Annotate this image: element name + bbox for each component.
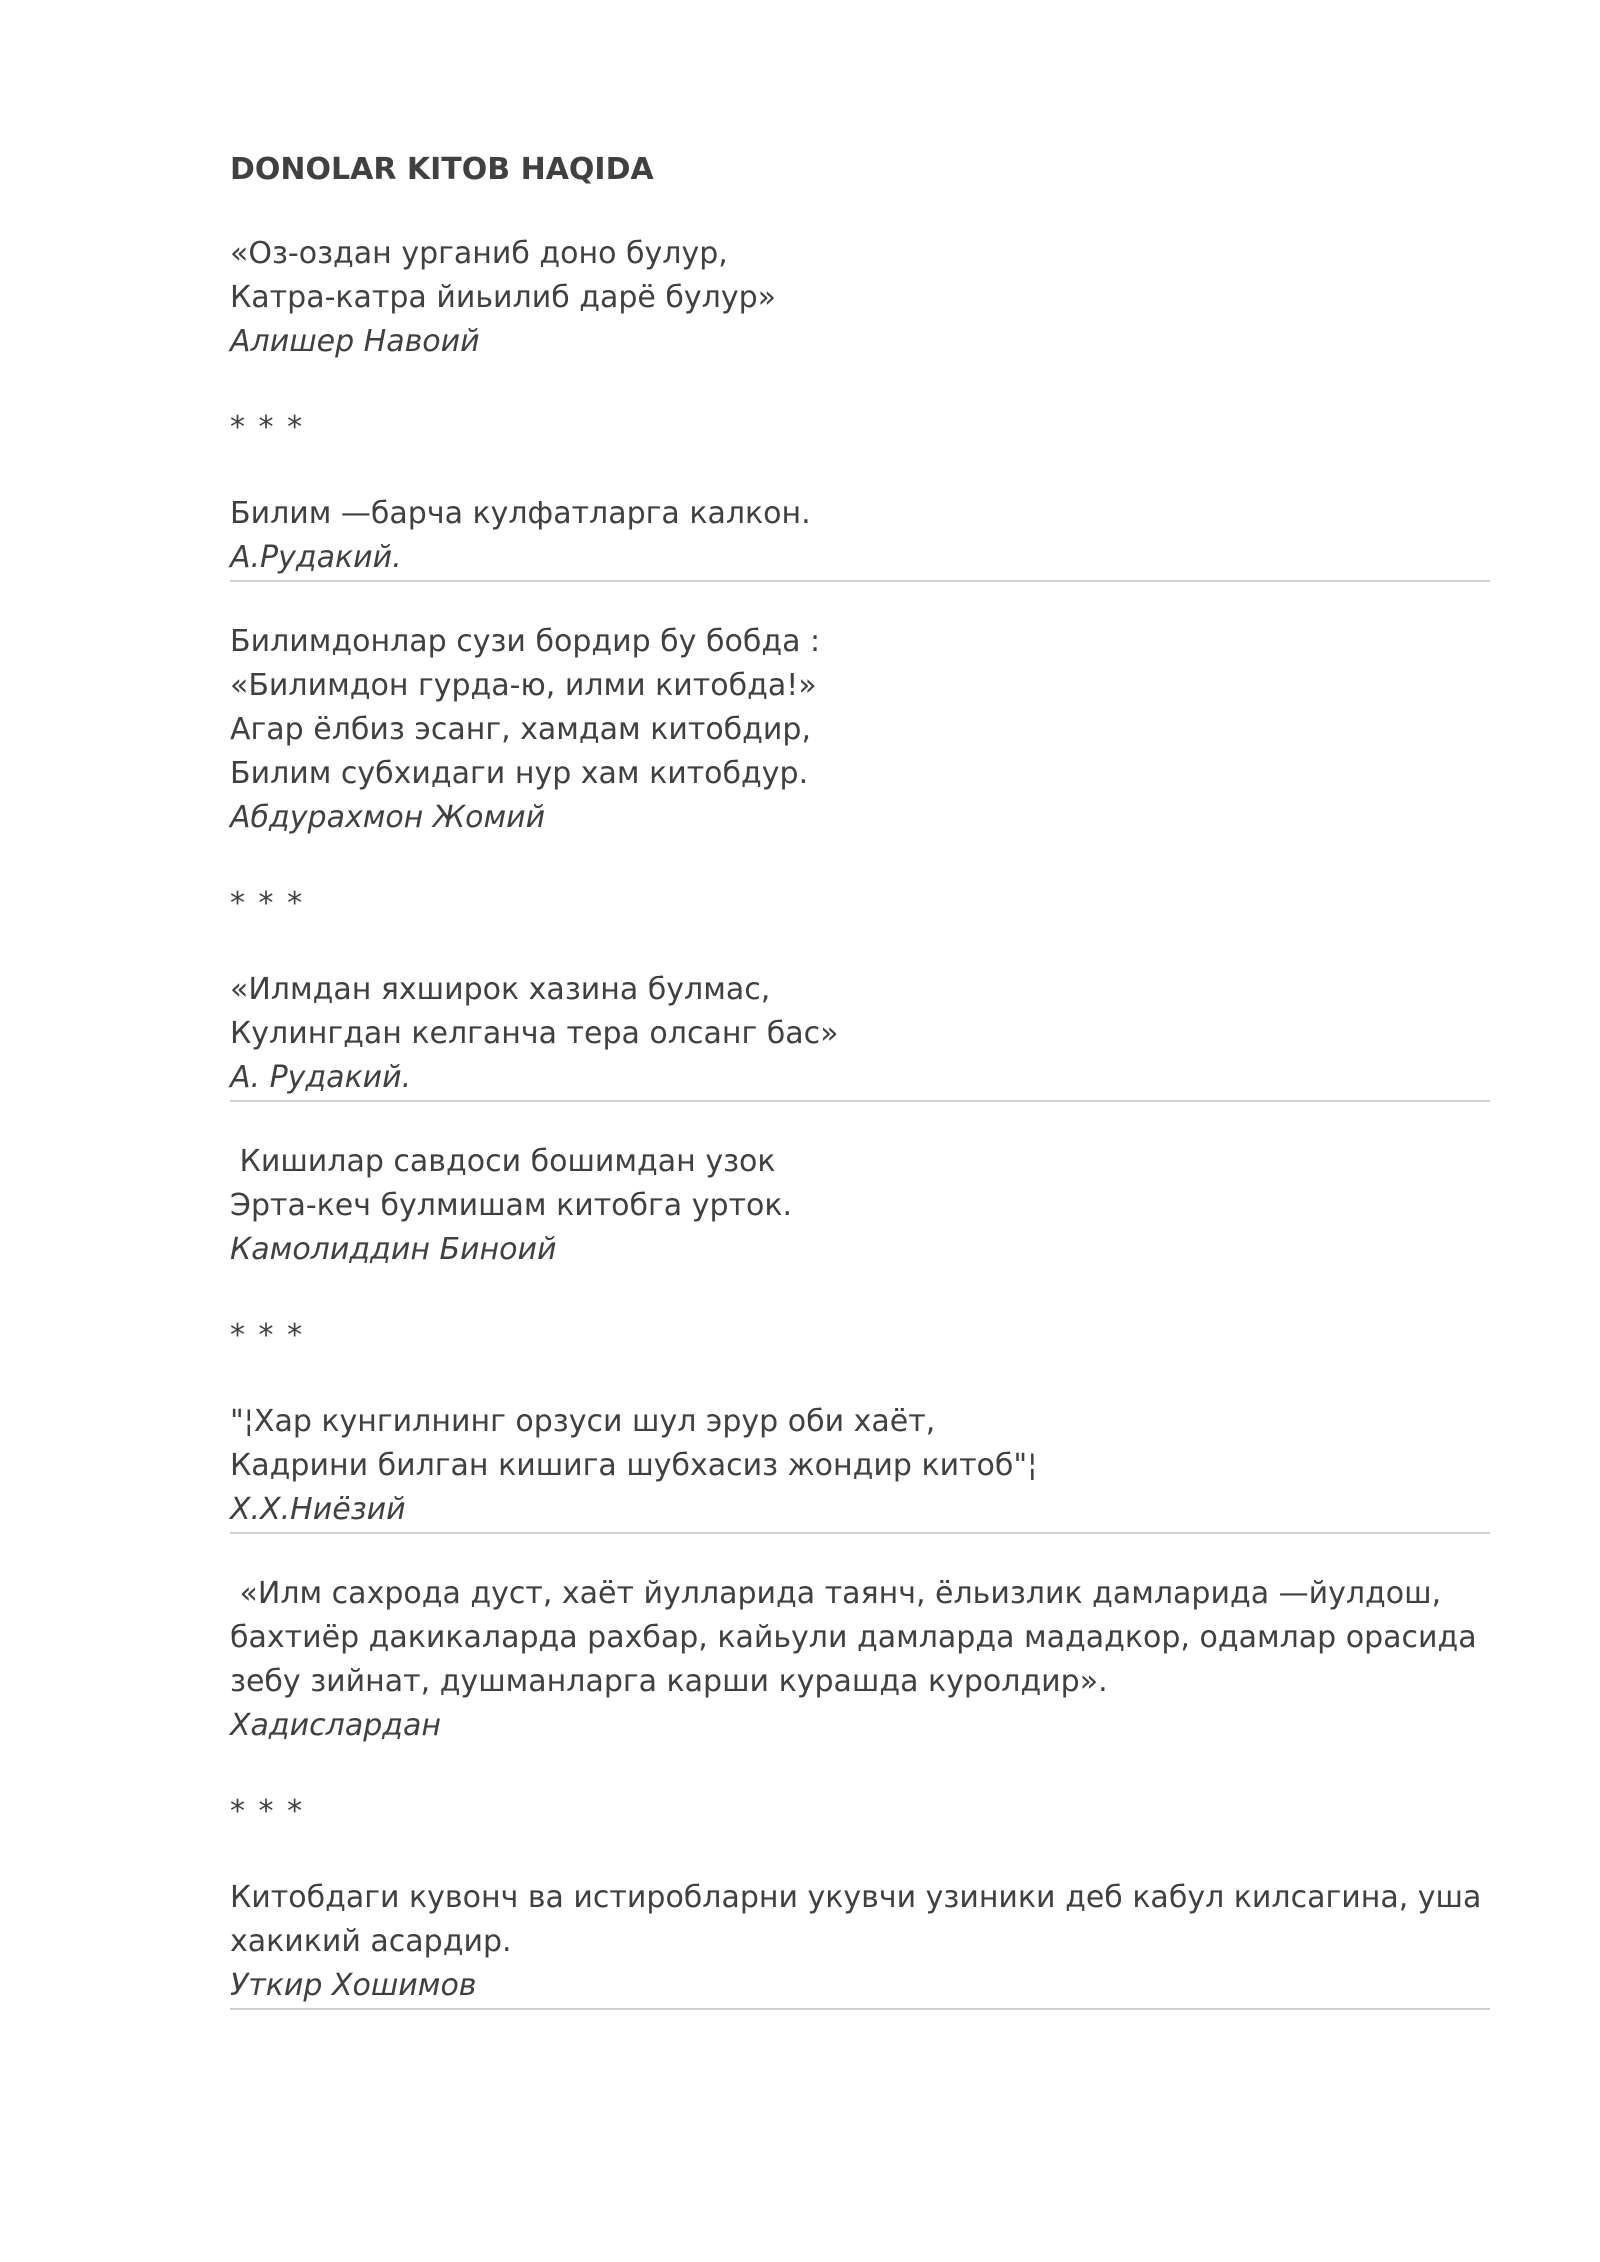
quote-author: Алишер Навоий	[230, 324, 480, 359]
document-page	[230, 148, 1490, 2048]
section-divider	[230, 580, 1490, 582]
quote-line: зебу зийнат, душманларга карши курашда куролдир».	[230, 1664, 1108, 1699]
quote-niyoziy	[230, 1400, 1490, 1532]
quote-hadith	[230, 1572, 1490, 1748]
quote-jomiy	[230, 620, 1490, 840]
quote-line: «Оз-оздан урганиб доно булур,	[230, 236, 728, 271]
section-divider	[230, 2008, 1490, 2010]
quote-author: Х.Х.Ниёзий	[230, 1492, 406, 1527]
quote-line: Кулингдан келганча тера олсанг бас»	[230, 1016, 839, 1051]
quote-line: "¦Хар кунгилнинг орзуси шул эрур оби хаёт,	[230, 1404, 936, 1439]
section-divider	[230, 1100, 1490, 1102]
document-title: DONOLAR KITOB HAQIDA	[230, 152, 654, 187]
quote-line: Кадрини билган кишига шубхасиз жондир китоб"¦	[230, 1448, 1038, 1483]
section-divider	[230, 1532, 1490, 1534]
separator-stars: * * *	[230, 1794, 305, 1829]
quote-line: Билим субхидаги нур хам китобдур.	[230, 756, 809, 791]
quote-navoiy	[230, 232, 1490, 364]
quote-line: Китобдаги кувонч ва истиробларни укувчи узиники деб кабул килсагина, уша	[230, 1880, 1482, 1915]
quote-line: хакикий асардир.	[230, 1924, 512, 1959]
quote-rudakiy-2	[230, 968, 1490, 1100]
quote-author: Уткир Хошимов	[230, 1968, 477, 2003]
quote-line: Эрта-кеч булмишам китобга урток.	[230, 1188, 792, 1223]
quote-line: Катра-катра йиьилиб дарё булур»	[230, 280, 776, 315]
quote-line: «Илмдан яхширок хазина булмас,	[230, 972, 771, 1007]
quote-author: Камолиддин Биноий	[230, 1232, 557, 1267]
quote-hoshimov	[230, 1876, 1490, 2008]
quote-line: Кишилар савдоси бошимдан узок	[230, 1144, 776, 1179]
quote-author: Абдурахмон Жомий	[230, 800, 546, 835]
separator-stars: * * *	[230, 1318, 305, 1353]
quote-line: Билимдонлар сузи бордир бу бобда :	[230, 624, 821, 659]
quote-line: Билим —барча кулфатларга калкон.	[230, 496, 811, 531]
quote-binoiy	[230, 1140, 1490, 1272]
separator-stars: * * *	[230, 410, 305, 445]
quote-line: «Илм сахрода дуст, хаёт йулларида таянч, ёльизлик дамларида —йулдош,	[230, 1576, 1442, 1611]
quote-line: Агар ёлбиз эсанг, хамдам китобдир,	[230, 712, 811, 747]
quote-line: «Билимдон гурда-ю, илми китобда!»	[230, 668, 817, 703]
quote-line: бахтиёр дакикаларда рахбар, кайьули дамларда мададкор, одамлар орасида	[230, 1620, 1477, 1655]
quote-author: А. Рудакий.	[230, 1060, 412, 1095]
separator-stars: * * *	[230, 886, 305, 921]
quote-author: Хадислардан	[230, 1708, 442, 1743]
quote-author: А.Рудакий.	[230, 540, 402, 575]
quote-rudakiy-1	[230, 492, 1490, 580]
